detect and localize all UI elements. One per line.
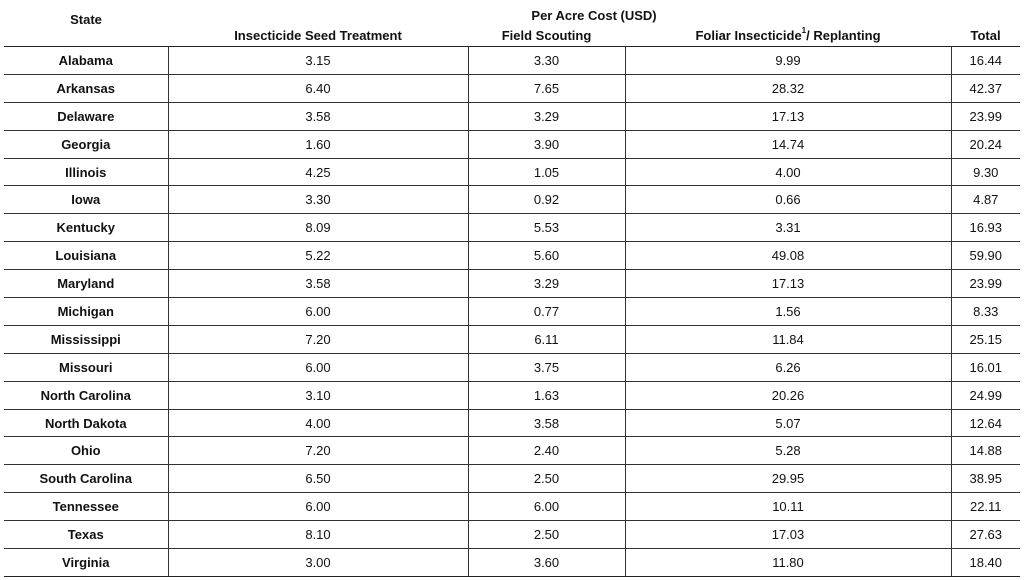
table-row — [4, 186, 1020, 214]
table-row — [4, 381, 1020, 409]
cell-state: Virginia — [4, 549, 168, 577]
table-row — [4, 298, 1020, 326]
cell-total: 14.88 — [951, 437, 1020, 465]
table-row — [4, 549, 1020, 577]
cell-total: 59.90 — [951, 242, 1020, 270]
cell-field-scouting: 3.58 — [468, 409, 625, 437]
column-header-state: State — [4, 6, 168, 47]
cell-foliar-insecticide: 0.66 — [625, 186, 951, 214]
table-row — [4, 242, 1020, 270]
cell-seed-treatment: 3.15 — [168, 47, 468, 75]
cell-field-scouting: 1.05 — [468, 158, 625, 186]
cell-state: Georgia — [4, 130, 168, 158]
cell-total: 20.24 — [951, 130, 1020, 158]
cell-total: 16.44 — [951, 47, 1020, 75]
cell-state: Ohio — [4, 437, 168, 465]
cell-foliar-insecticide: 11.80 — [625, 549, 951, 577]
cell-foliar-insecticide: 4.00 — [625, 158, 951, 186]
cell-total: 12.64 — [951, 409, 1020, 437]
cell-total: 18.40 — [951, 549, 1020, 577]
cell-state: Arkansas — [4, 74, 168, 102]
cost-table — [4, 6, 1020, 577]
cell-foliar-insecticide: 9.99 — [625, 47, 951, 75]
table-row — [4, 521, 1020, 549]
cell-seed-treatment: 6.00 — [168, 298, 468, 326]
cell-total: 42.37 — [951, 74, 1020, 102]
foliar-header-suffix: / Replanting — [806, 27, 881, 43]
cell-state: Alabama — [4, 47, 168, 75]
cell-foliar-insecticide: 11.84 — [625, 325, 951, 353]
cell-state: North Dakota — [4, 409, 168, 437]
cell-field-scouting: 3.30 — [468, 47, 625, 75]
cell-field-scouting: 5.60 — [468, 242, 625, 270]
cell-field-scouting: 6.11 — [468, 325, 625, 353]
table-header-row-group — [4, 6, 1020, 24]
cell-foliar-insecticide: 3.31 — [625, 214, 951, 242]
table-row — [4, 214, 1020, 242]
cell-field-scouting: 0.77 — [468, 298, 625, 326]
foliar-header-text: Foliar Insecticide — [695, 27, 802, 43]
cell-foliar-insecticide: 17.13 — [625, 270, 951, 298]
cell-total: 27.63 — [951, 521, 1020, 549]
table-row — [4, 465, 1020, 493]
cell-field-scouting: 2.40 — [468, 437, 625, 465]
cell-field-scouting: 5.53 — [468, 214, 625, 242]
cell-seed-treatment: 1.60 — [168, 130, 468, 158]
cell-foliar-insecticide: 20.26 — [625, 381, 951, 409]
cell-seed-treatment: 6.40 — [168, 74, 468, 102]
cell-field-scouting: 1.63 — [468, 381, 625, 409]
cell-seed-treatment: 3.58 — [168, 270, 468, 298]
cell-foliar-insecticide: 5.28 — [625, 437, 951, 465]
column-group-header-per-acre-cost: Per Acre Cost (USD) — [531, 7, 657, 23]
table-row — [4, 409, 1020, 437]
table-row — [4, 353, 1020, 381]
cell-field-scouting: 3.60 — [468, 549, 625, 577]
table-row — [4, 270, 1020, 298]
cell-field-scouting: 0.92 — [468, 186, 625, 214]
column-header-seed-treatment: Insecticide Seed Treatment — [168, 24, 468, 47]
column-header-total: Total — [951, 24, 1020, 47]
table-row — [4, 325, 1020, 353]
cell-state: Maryland — [4, 270, 168, 298]
cell-state: Mississippi — [4, 325, 168, 353]
column-header-foliar-insecticide — [625, 24, 951, 47]
cell-foliar-insecticide: 17.03 — [625, 521, 951, 549]
cell-state: Delaware — [4, 102, 168, 130]
table-row — [4, 437, 1020, 465]
table-body — [4, 47, 1020, 577]
cell-state: Iowa — [4, 186, 168, 214]
cell-foliar-insecticide: 5.07 — [625, 409, 951, 437]
cell-field-scouting: 2.50 — [468, 465, 625, 493]
cell-seed-treatment: 6.00 — [168, 353, 468, 381]
cell-field-scouting: 6.00 — [468, 493, 625, 521]
cell-foliar-insecticide: 29.95 — [625, 465, 951, 493]
cell-foliar-insecticide: 14.74 — [625, 130, 951, 158]
cell-foliar-insecticide: 10.11 — [625, 493, 951, 521]
cell-foliar-insecticide: 17.13 — [625, 102, 951, 130]
cell-total: 23.99 — [951, 270, 1020, 298]
cell-total: 16.01 — [951, 353, 1020, 381]
cell-state: Tennessee — [4, 493, 168, 521]
cell-foliar-insecticide: 49.08 — [625, 242, 951, 270]
cell-field-scouting: 2.50 — [468, 521, 625, 549]
cell-seed-treatment: 3.30 — [168, 186, 468, 214]
cell-seed-treatment: 4.25 — [168, 158, 468, 186]
cell-seed-treatment: 7.20 — [168, 437, 468, 465]
cell-seed-treatment: 4.00 — [168, 409, 468, 437]
cell-state: Louisiana — [4, 242, 168, 270]
cell-foliar-insecticide: 28.32 — [625, 74, 951, 102]
cell-seed-treatment: 7.20 — [168, 325, 468, 353]
cell-field-scouting: 7.65 — [468, 74, 625, 102]
footnote-marker: 1 — [801, 25, 807, 35]
cell-state: Missouri — [4, 353, 168, 381]
cell-state: South Carolina — [4, 465, 168, 493]
cell-total: 9.30 — [951, 158, 1020, 186]
cell-state: Michigan — [4, 298, 168, 326]
cell-foliar-insecticide: 1.56 — [625, 298, 951, 326]
table-row — [4, 130, 1020, 158]
cell-state: Texas — [4, 521, 168, 549]
cell-field-scouting: 3.90 — [468, 130, 625, 158]
cell-seed-treatment: 6.00 — [168, 493, 468, 521]
cell-seed-treatment: 5.22 — [168, 242, 468, 270]
cell-seed-treatment: 6.50 — [168, 465, 468, 493]
cell-field-scouting: 3.29 — [468, 102, 625, 130]
cell-total: 8.33 — [951, 298, 1020, 326]
cell-seed-treatment: 8.09 — [168, 214, 468, 242]
cell-total: 23.99 — [951, 102, 1020, 130]
cell-seed-treatment: 3.10 — [168, 381, 468, 409]
table-row — [4, 102, 1020, 130]
cell-total: 25.15 — [951, 325, 1020, 353]
cell-total: 38.95 — [951, 465, 1020, 493]
cell-field-scouting: 3.75 — [468, 353, 625, 381]
table-row — [4, 74, 1020, 102]
cell-foliar-insecticide: 6.26 — [625, 353, 951, 381]
cell-total: 16.93 — [951, 214, 1020, 242]
table-row — [4, 158, 1020, 186]
cell-total: 22.11 — [951, 493, 1020, 521]
cell-state: Illinois — [4, 158, 168, 186]
column-header-field-scouting: Field Scouting — [468, 24, 625, 47]
cell-total: 4.87 — [951, 186, 1020, 214]
cell-seed-treatment: 8.10 — [168, 521, 468, 549]
cell-state: North Carolina — [4, 381, 168, 409]
cell-total: 24.99 — [951, 381, 1020, 409]
cell-state: Kentucky — [4, 214, 168, 242]
cell-seed-treatment: 3.00 — [168, 549, 468, 577]
cell-field-scouting: 3.29 — [468, 270, 625, 298]
table-row — [4, 493, 1020, 521]
cell-seed-treatment: 3.58 — [168, 102, 468, 130]
table-row — [4, 47, 1020, 75]
